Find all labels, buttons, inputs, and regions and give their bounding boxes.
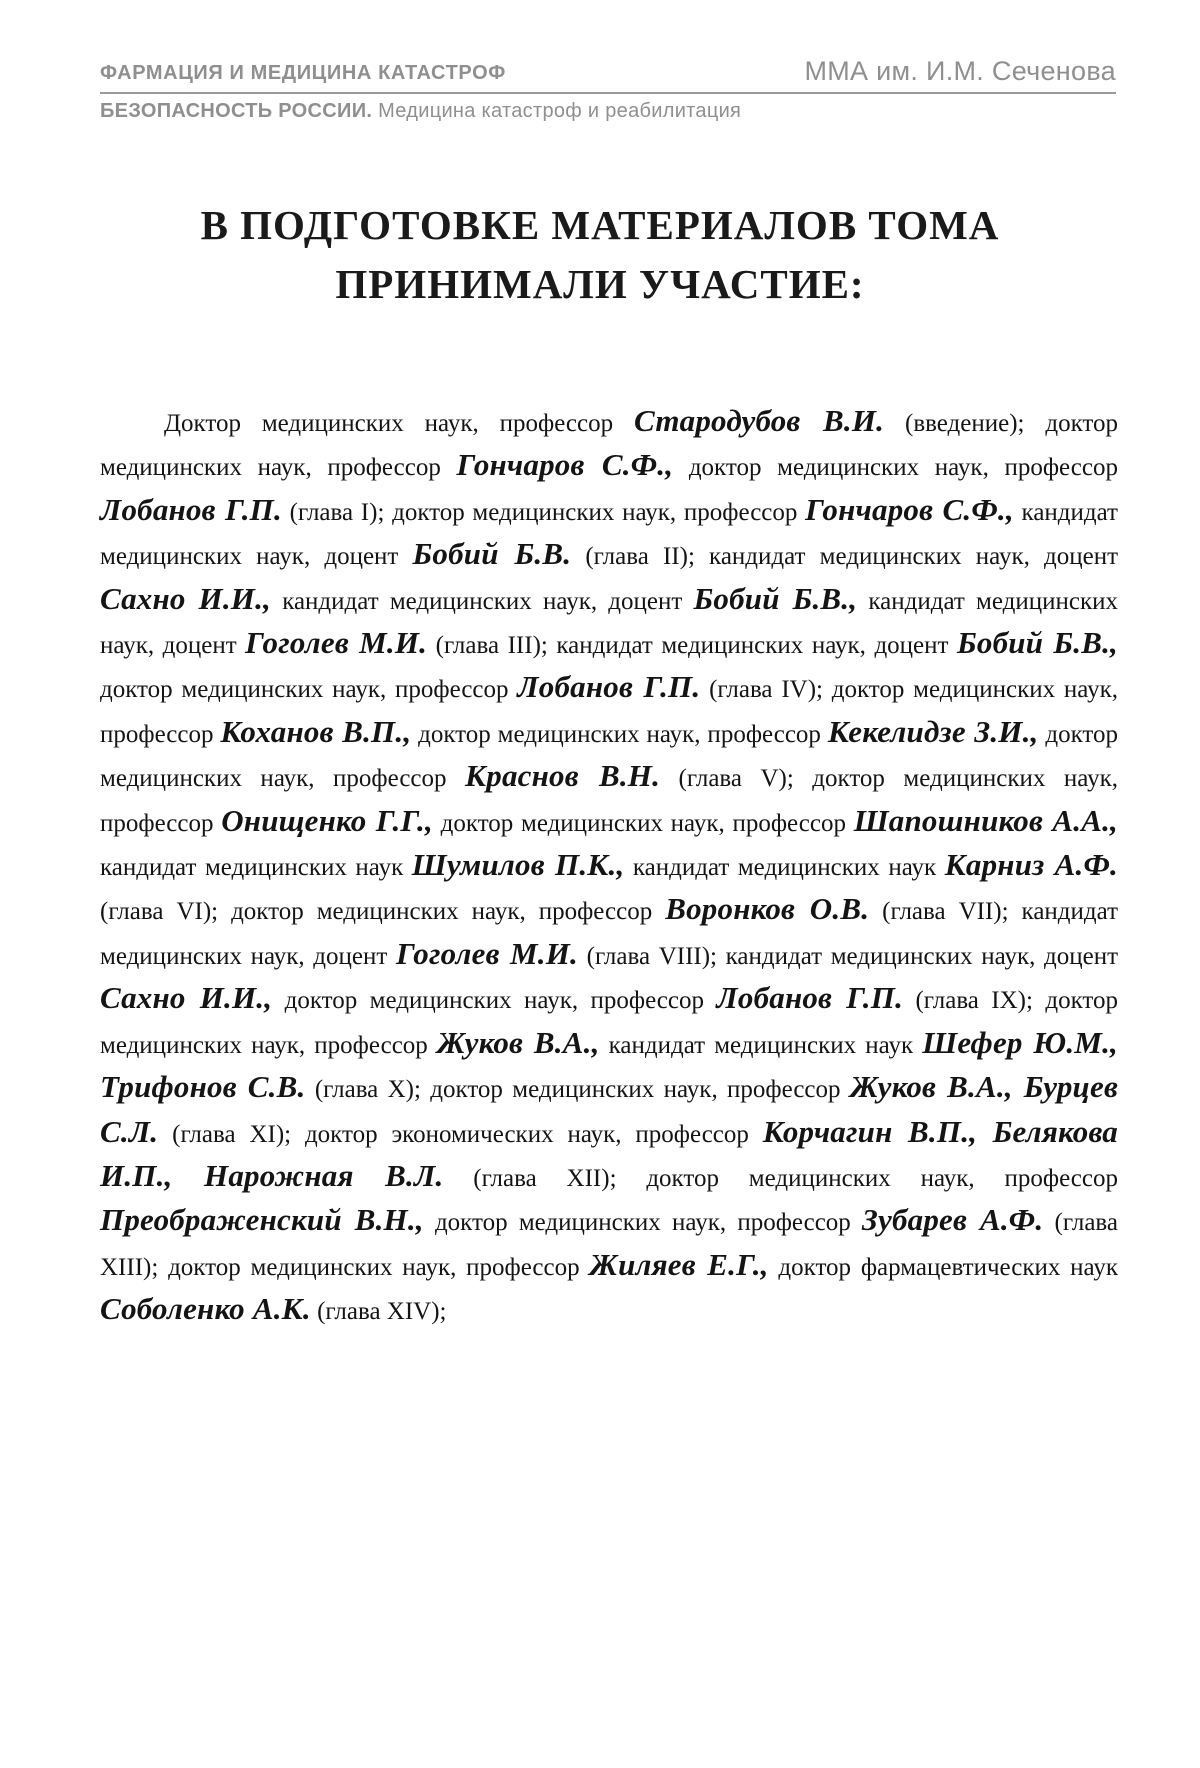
contributor-role-text: (глава XIII); доктор медицинских наук, профессор	[100, 1209, 1119, 1281]
contributor-role-text: (глава V); доктор медицинских наук, профессор	[100, 765, 1118, 837]
contributor-name: Стародубов В.И.	[634, 403, 885, 438]
contributor-role-text: (глава XII); доктор медицинских наук, профессор	[443, 1164, 1118, 1192]
contributor-name: Шумилов П.К.,	[411, 847, 625, 883]
contributor-name: Гоголев М.И.	[245, 625, 428, 661]
series-title: ФАРМАЦИЯ И МЕДИЦИНА КАТАСТРОФ	[100, 62, 506, 84]
contributor-role-text: (глава II); кандидат медицинских наук, доцент	[571, 543, 1119, 571]
contributor-name: Шапошников А.А.,	[853, 802, 1119, 838]
contributor-name: Бобий Б.В.,	[957, 625, 1118, 661]
contributor-name: Гончаров С.Ф.,	[456, 447, 674, 483]
contributor-name: Зубарев А.Ф.	[862, 1202, 1044, 1238]
contributor-role-text: (глава IV); доктор медицинских наук, профессор	[100, 676, 1118, 748]
contributor-role-text: (глава X); доктор медицинских наук, профессор	[305, 1076, 850, 1104]
contributor-name: Онищенко Г.Г.,	[221, 802, 433, 838]
contributor-name: Сахно И.И.,	[100, 580, 271, 616]
publisher-name: ММА им. И.М. Сеченова	[804, 56, 1116, 86]
contributor-role-text: (глава III); кандидат медицинских наук, доцент	[427, 632, 957, 660]
contributor-name: Шефер Ю.М., Трифонов С.В.	[100, 1024, 1118, 1105]
contributor-name: Соболенко А.К.	[100, 1291, 311, 1327]
contributor-role-text: кандидат медицинских наук, доцент	[270, 587, 694, 615]
header-top-row	[100, 56, 1116, 92]
contributor-role-text: доктор медицинских наук, профессор	[673, 454, 1118, 482]
contributor-role-text: доктор фармацевтических наук	[768, 1253, 1119, 1281]
contributor-role-text: (глава VI); доктор медицинских наук, профессор	[100, 898, 666, 926]
contributor-role-text: доктор медицинских наук, профессор	[423, 1209, 863, 1237]
contributor-role-text: Доктор медицинских наук, профессор	[164, 410, 634, 437]
running-header	[100, 56, 1116, 122]
contributor-role-text: (глава VII); кандидат медицинских наук, доцент	[100, 898, 1118, 970]
contributor-name: Гончаров С.Ф.,	[805, 491, 1014, 527]
contributor-role-text: доктор медицинских наук, профессор	[411, 720, 828, 748]
contributor-role-text: (глава I); доктор медицинских наук, профессор	[281, 498, 806, 526]
contributor-name: Карниз А.Ф.	[944, 847, 1118, 883]
contributor-name: Воронков О.В.	[665, 891, 870, 927]
contributor-role-text: кандидат медицинских наук	[624, 854, 945, 882]
contributor-role-text: (глава VIII); кандидат медицинских наук, доцент	[577, 942, 1119, 970]
contributor-role-text: (глава XI); доктор экономических наук, профессор	[158, 1120, 763, 1148]
contributor-role-text: доктор медицинских наук, профессор	[100, 720, 1119, 793]
contributors-paragraph	[100, 400, 1118, 1333]
page-title-line-2: ПРИНИМАЛИ УЧАСТИЕ:	[335, 261, 865, 307]
contributor-name: Преображенский В.Н.,	[100, 1202, 424, 1238]
series-subtitle-bold: БЕЗОПАСНОСТЬ РОССИИ.	[100, 100, 373, 122]
header-divider	[100, 92, 1116, 94]
contributor-role-text: (введение); доктор медицинских наук, профессор	[100, 410, 1118, 482]
contributor-name: Бобий Б.В.	[412, 536, 572, 572]
contributor-name: Краснов В.Н.	[465, 758, 661, 794]
contributor-name: Жиляев Е.Г.,	[589, 1246, 769, 1282]
contributor-name: Гоголев М.И.	[395, 935, 578, 971]
page-title-line-1: В ПОДГОТОВКЕ МАТЕРИАЛОВ ТОМА	[200, 202, 1000, 248]
contributor-name: Бобий Б.В.,	[693, 580, 858, 616]
contributor-name: Жуков В.А., Бурцев С.Л.	[100, 1069, 1118, 1149]
contributor-name: Лобанов Г.П.	[100, 491, 282, 527]
contributor-name: Корчагин В.П., Белякова И.П., Нарожная В.Л.	[100, 1113, 1118, 1193]
contributor-role-text: кандидат медицинских наук, доцент	[100, 587, 1118, 660]
contributor-role-text: кандидат медицинских наук	[599, 1031, 923, 1059]
contributor-role-text: (глава IX); доктор медицинских наук, профессор	[100, 987, 1118, 1059]
contributor-role-text: доктор медицинских наук, профессор	[432, 809, 854, 837]
contributor-role-text: кандидат медицинских наук, доцент	[100, 498, 1118, 571]
contributor-name: Лобанов Г.П.	[517, 669, 701, 705]
series-subtitle-rest: Медицина катастроф и реабилитация	[378, 100, 742, 122]
contributor-role-text: (глава XIV);	[310, 1298, 447, 1326]
series-subtitle	[100, 100, 741, 123]
contributor-name: Жуков В.А.,	[436, 1024, 600, 1060]
contributor-role-text: кандидат медицинских наук	[100, 854, 412, 882]
contributor-name: Сахно И.И.,	[100, 980, 273, 1016]
contributor-name: Кекелидзе З.И.,	[827, 713, 1039, 749]
contributor-name: Лобанов Г.П.	[716, 980, 904, 1016]
contributor-role-text: доктор медицинских наук, профессор	[272, 987, 717, 1015]
page-title	[60, 196, 1140, 314]
contributor-name: Коханов В.П.,	[220, 713, 412, 749]
contributor-role-text: доктор медицинских наук, профессор	[100, 676, 518, 704]
